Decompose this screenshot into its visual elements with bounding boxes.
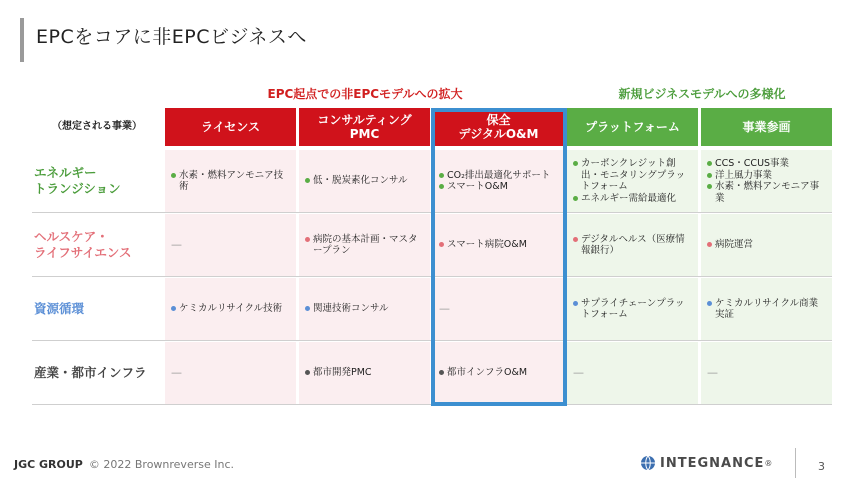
item-text: 低・脱炭素化コンサル [313, 175, 408, 187]
bullet-dot-icon [573, 161, 578, 166]
item-text: 水素・燃料アンモニア技術 [179, 169, 284, 192]
item-text: スマートO&M [447, 181, 508, 192]
matrix-cell [165, 278, 296, 340]
matrix-cell [701, 150, 832, 212]
bullet-dot-icon [305, 237, 310, 242]
item-text: 関連技術コンサル [313, 303, 389, 315]
list-item [707, 158, 826, 170]
item-text: エネルギー需給最適化 [581, 192, 677, 204]
bullet-dot-icon [573, 301, 578, 306]
bullet-dot-icon [707, 161, 712, 166]
matrix-cell [567, 278, 698, 340]
list-item [305, 367, 372, 379]
empty-mark: — [171, 366, 182, 380]
bullet-dot-icon [573, 237, 578, 242]
cell-item-list [171, 170, 290, 193]
group-label-epc-expansion: EPC起点での非EPCモデルへの拡大 [267, 87, 463, 101]
empty-mark: — [707, 366, 718, 380]
group-label-new-business: 新規ビジネスモデルへの多様化 [618, 87, 786, 101]
bullet-dot-icon [305, 178, 310, 183]
item-text: 洋上風力事業 [715, 169, 773, 181]
footer-divider [795, 448, 796, 478]
globe-icon [640, 455, 656, 471]
list-item [573, 234, 692, 257]
cell-item-list [305, 234, 424, 257]
item-text: 水素・燃料アンモニア事業 [715, 181, 820, 204]
highlight-frame-maintenance-column [431, 108, 567, 406]
bullet-dot-icon [171, 173, 176, 178]
item-text: カーボンクレジット創出・モニタリングプラットフォーム [581, 158, 686, 192]
empty-mark: — [573, 366, 584, 380]
row-label-3: 産業・都市インフラ [34, 365, 147, 380]
matrix-cell [299, 150, 430, 212]
list-item [171, 303, 282, 315]
cell-item-list [573, 234, 692, 257]
slide-title: EPCをコアに非EPCビジネスへ [36, 26, 307, 48]
bullet-dot-icon [305, 306, 310, 311]
item-text: CCS・CCUS事業 [715, 158, 790, 169]
list-item [573, 193, 692, 205]
matrix-cell [567, 214, 698, 276]
bullet-dot-icon [171, 306, 176, 311]
item-text: サプライチェーンプラットフォーム [581, 297, 685, 320]
bullet-dot-icon [707, 173, 712, 178]
bullet-dot-icon [707, 184, 712, 189]
list-item [573, 298, 692, 321]
empty-mark: — [439, 302, 450, 316]
brand-logo [640, 455, 773, 471]
matrix-cell [165, 150, 296, 212]
list-item [707, 170, 826, 182]
column-header-2: 保全 デジタルO&M [433, 108, 564, 146]
cell-item-list [305, 175, 408, 187]
item-text: 病院の基本計画・マスタープラン [313, 233, 418, 256]
copyright: © 2022 Brownreverse Inc. [88, 458, 234, 471]
list-item [573, 158, 692, 193]
item-text: 都市開発PMC [313, 367, 372, 379]
list-item [707, 181, 826, 204]
bullet-dot-icon [573, 196, 578, 201]
matrix-cell [701, 214, 832, 276]
item-text: 病院運営 [715, 239, 754, 251]
matrix-cell [299, 214, 430, 276]
item-text: ケミカルリサイクル商業実証 [715, 297, 819, 320]
item-text: 都市インフラO&M [447, 367, 528, 379]
row-label-2: 資源循環 [34, 301, 85, 316]
cell-item-list [305, 303, 389, 315]
list-item [171, 170, 290, 193]
item-text: ケミカルリサイクル技術 [179, 303, 283, 315]
list-item [305, 234, 424, 257]
item-text: スマート病院O&M [447, 239, 527, 251]
matrix-cell [701, 342, 832, 404]
cell-item-list [707, 158, 826, 204]
bullet-dot-icon [305, 370, 310, 375]
column-header-3: プラットフォーム [567, 108, 698, 146]
column-header-4: 事業参画 [701, 108, 832, 146]
matrix-cell [567, 150, 698, 212]
empty-mark: — [171, 238, 182, 252]
page-number: 3 [818, 460, 825, 473]
bullet-dot-icon [707, 242, 712, 247]
column-header-0: ライセンス [165, 108, 296, 146]
matrix-cell [701, 278, 832, 340]
matrix-cell [165, 214, 296, 276]
cell-item-list [707, 298, 826, 321]
matrix-cell [165, 342, 296, 404]
footer-company [14, 458, 234, 471]
list-item [707, 239, 753, 251]
matrix-cell [299, 278, 430, 340]
item-text: CO₂排出最適化サポート [447, 169, 551, 181]
row-label-0: エネルギー トランジション [34, 165, 121, 196]
cell-item-list [171, 303, 282, 315]
corner-label: （想定される事業） [52, 121, 142, 133]
cell-item-list [573, 298, 692, 321]
list-item [707, 298, 826, 321]
bullet-dot-icon [707, 301, 712, 306]
column-header-1: コンサルティング PMC [299, 108, 430, 146]
cell-item-list [573, 158, 692, 204]
company-name: JGC GROUP [14, 458, 83, 471]
item-text: デジタルヘルス（医療情報銀行） [581, 233, 685, 256]
matrix-cell [299, 342, 430, 404]
row-label-1: ヘルスケア・ ライフサイエンス [34, 229, 132, 260]
matrix-cell [567, 342, 698, 404]
title-accent-bar [20, 18, 24, 62]
brand-name: INTEGNANCE [660, 455, 765, 471]
cell-item-list [305, 367, 372, 379]
list-item [305, 175, 408, 187]
list-item [305, 303, 389, 315]
registered-mark: ® [764, 458, 774, 468]
cell-item-list [707, 239, 753, 251]
